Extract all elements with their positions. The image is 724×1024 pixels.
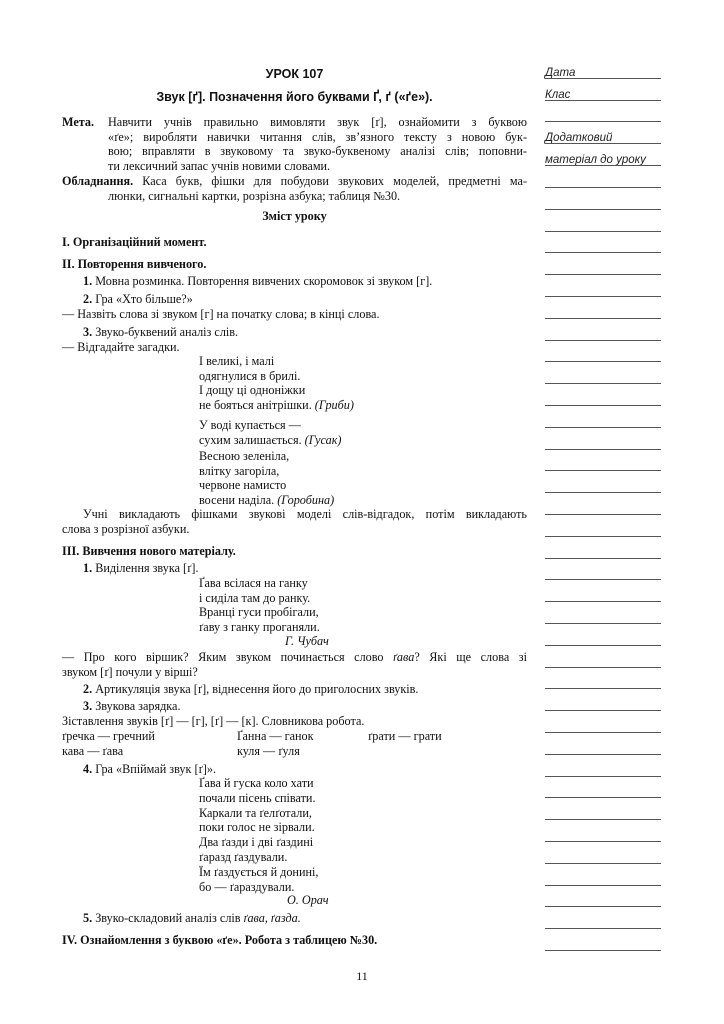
note-line — [545, 558, 661, 559]
word-pair: ґречка — гречний — [62, 729, 155, 743]
note-line — [545, 121, 661, 122]
list-item: 1. Виділення звука [ґ]. — [83, 561, 199, 575]
section-4-title: IV. Ознайомлення з буквою «ґе». Робота з таблицею №30. — [62, 933, 378, 947]
note-line — [545, 601, 661, 602]
note-line — [545, 78, 661, 79]
equipment-line: Каса букв, фішки для побудови звукових моделей, предметні ма- — [133, 174, 527, 188]
goal-line: «ґе»; виробляти навички читання слів, зв’язного тексту з новою бук- — [108, 129, 527, 144]
note-line — [545, 906, 661, 907]
note-line — [545, 754, 661, 755]
note-line — [545, 623, 661, 624]
list-item: 4. Гра «Впіймай звук [ґ]». — [83, 762, 217, 776]
list-item: 2. Артикуляція звука [ґ], віднесення його до приголосних звуків. — [83, 682, 419, 696]
list-item: 1. Мовна розминка. Повторення вивчених скоромовок зі звуком [г]. — [83, 274, 433, 288]
goal-label: Мета. — [62, 115, 95, 129]
note-line — [545, 470, 661, 471]
riddle-answer: (Гриби) — [314, 397, 354, 412]
list-item: 3. Звуко-буквений аналіз слів. — [83, 325, 239, 339]
equipment — [62, 174, 527, 203]
note-line — [545, 383, 661, 384]
note-line — [545, 579, 661, 580]
class-label: Клас — [545, 89, 571, 101]
note-line — [545, 863, 661, 864]
note-line — [545, 819, 661, 820]
equipment-label: Обладнання. — [62, 174, 134, 188]
equipment-line: люнки, сигнальні картки, розрізна азбука; таблиця №30. — [108, 188, 401, 203]
poem-1: Ґава всілася на ганку і сиділа там до ранку. Вранці гуси пробігали, ґаву з ганку проганяли. — [199, 576, 320, 634]
note-line — [545, 361, 661, 362]
note-line — [545, 187, 661, 188]
lesson-number: УРОК 107 — [265, 67, 324, 81]
note-line — [545, 645, 661, 646]
section-2-title: II. Повторення вивченого. — [62, 257, 207, 271]
note-line — [545, 492, 661, 493]
page-number: 11 — [356, 969, 368, 983]
section-1-title: I. Організаційний момент. — [62, 235, 207, 249]
riddle-2: У воді купається — сухим залишається. (Гусак) — [199, 418, 342, 447]
task-line: — Відгадайте загадки. — [62, 340, 180, 354]
word-pair: ґрати — грати — [368, 729, 442, 743]
word-pair: кава — ґава — [62, 744, 124, 758]
note-line — [545, 667, 661, 668]
poem-2: Ґава й гуска коло хати почали пісень співати. Каркали та ґелґотали, поки голос не зірвали. Два ґазди і дві ґаздині ґаразд ґаздували. Їм ґаздується й донині, бо — ґараздували. — [199, 776, 319, 894]
poem-author: О. Орач — [287, 893, 329, 907]
note-line — [545, 950, 661, 951]
note-line — [545, 231, 661, 232]
note-line — [545, 318, 661, 319]
note-line — [545, 252, 661, 253]
note-line — [545, 405, 661, 406]
goal-text — [108, 115, 527, 173]
note-line — [545, 885, 661, 886]
question: — Про кого віршик? Яким звуком починається слово ґава? Які ще слова зі звуком [ґ] почули у вірші? — [62, 650, 527, 679]
note-line — [545, 536, 661, 537]
word-pair: Ґанна — ганок — [237, 729, 314, 743]
extra-material-label: Додатковий — [545, 132, 613, 144]
goal-line: Навчити учнів правильно вимовляти звук [ґ], ознайомити з буквою — [108, 115, 527, 129]
section-3-title: III. Вивчення нового матеріалу. — [62, 544, 236, 558]
list-item: 3. Звукова зарядка. — [83, 699, 181, 713]
lesson-topic: Звук [ґ]. Позначення його буквами Ґ, ґ («ґе»). — [156, 90, 433, 104]
note-line — [545, 165, 661, 166]
note-line — [545, 776, 661, 777]
note-line — [545, 928, 661, 929]
word-pair: куля — ґуля — [237, 744, 300, 758]
riddle-answer: (Горобина) — [277, 492, 335, 507]
note-line — [545, 797, 661, 798]
goal-line: ти лексичний запас учнів новими словами. — [108, 158, 331, 173]
note-line — [545, 710, 661, 711]
note-line — [545, 209, 661, 210]
list-item: 5. Звуко-складовий аналіз слів ґава, ґазда. — [83, 911, 301, 925]
extra-material-label: матеріал до уроку — [545, 154, 646, 166]
note-line — [545, 514, 661, 515]
note-line — [545, 732, 661, 733]
content-title: Зміст уроку — [262, 209, 327, 223]
riddle-answer: (Гусак) — [304, 432, 342, 447]
note-line — [545, 100, 661, 101]
comparison: Зіставлення звуків [ґ] — [г], [ґ] — [к]. Словникова робота. — [62, 714, 365, 728]
note-line — [545, 449, 661, 450]
goal-line: вою; вправляти в звуковому та звуко-буквеному аналізі слів; поповни- — [108, 144, 527, 159]
note-line — [545, 274, 661, 275]
note-line — [545, 841, 661, 842]
poem-author: Г. Чубач — [285, 634, 329, 648]
list-item: 2. Гра «Хто більше?» — [83, 292, 193, 306]
riddle-3: Весною зеленіла, влітку загоріла, червоне намисто восени наділа. (Горобина) — [199, 449, 335, 507]
date-label: Дата — [545, 67, 576, 79]
note-line — [545, 296, 661, 297]
task-line: — Назвіть слова зі звуком [г] на початку слова; в кінці слова. — [62, 307, 380, 321]
paragraph: Учні викладають фішками звукові моделі слів-відгадок, потім викладають слова з розрізної азбуки. — [62, 507, 527, 536]
note-line — [545, 143, 661, 144]
riddle-1: І великі, і малі одягнулися в брилі. І дощу ці одноніжки не бояться анітрішки. (Гриби) — [199, 354, 354, 412]
note-line — [545, 340, 661, 341]
note-line — [545, 427, 661, 428]
note-line — [545, 688, 661, 689]
